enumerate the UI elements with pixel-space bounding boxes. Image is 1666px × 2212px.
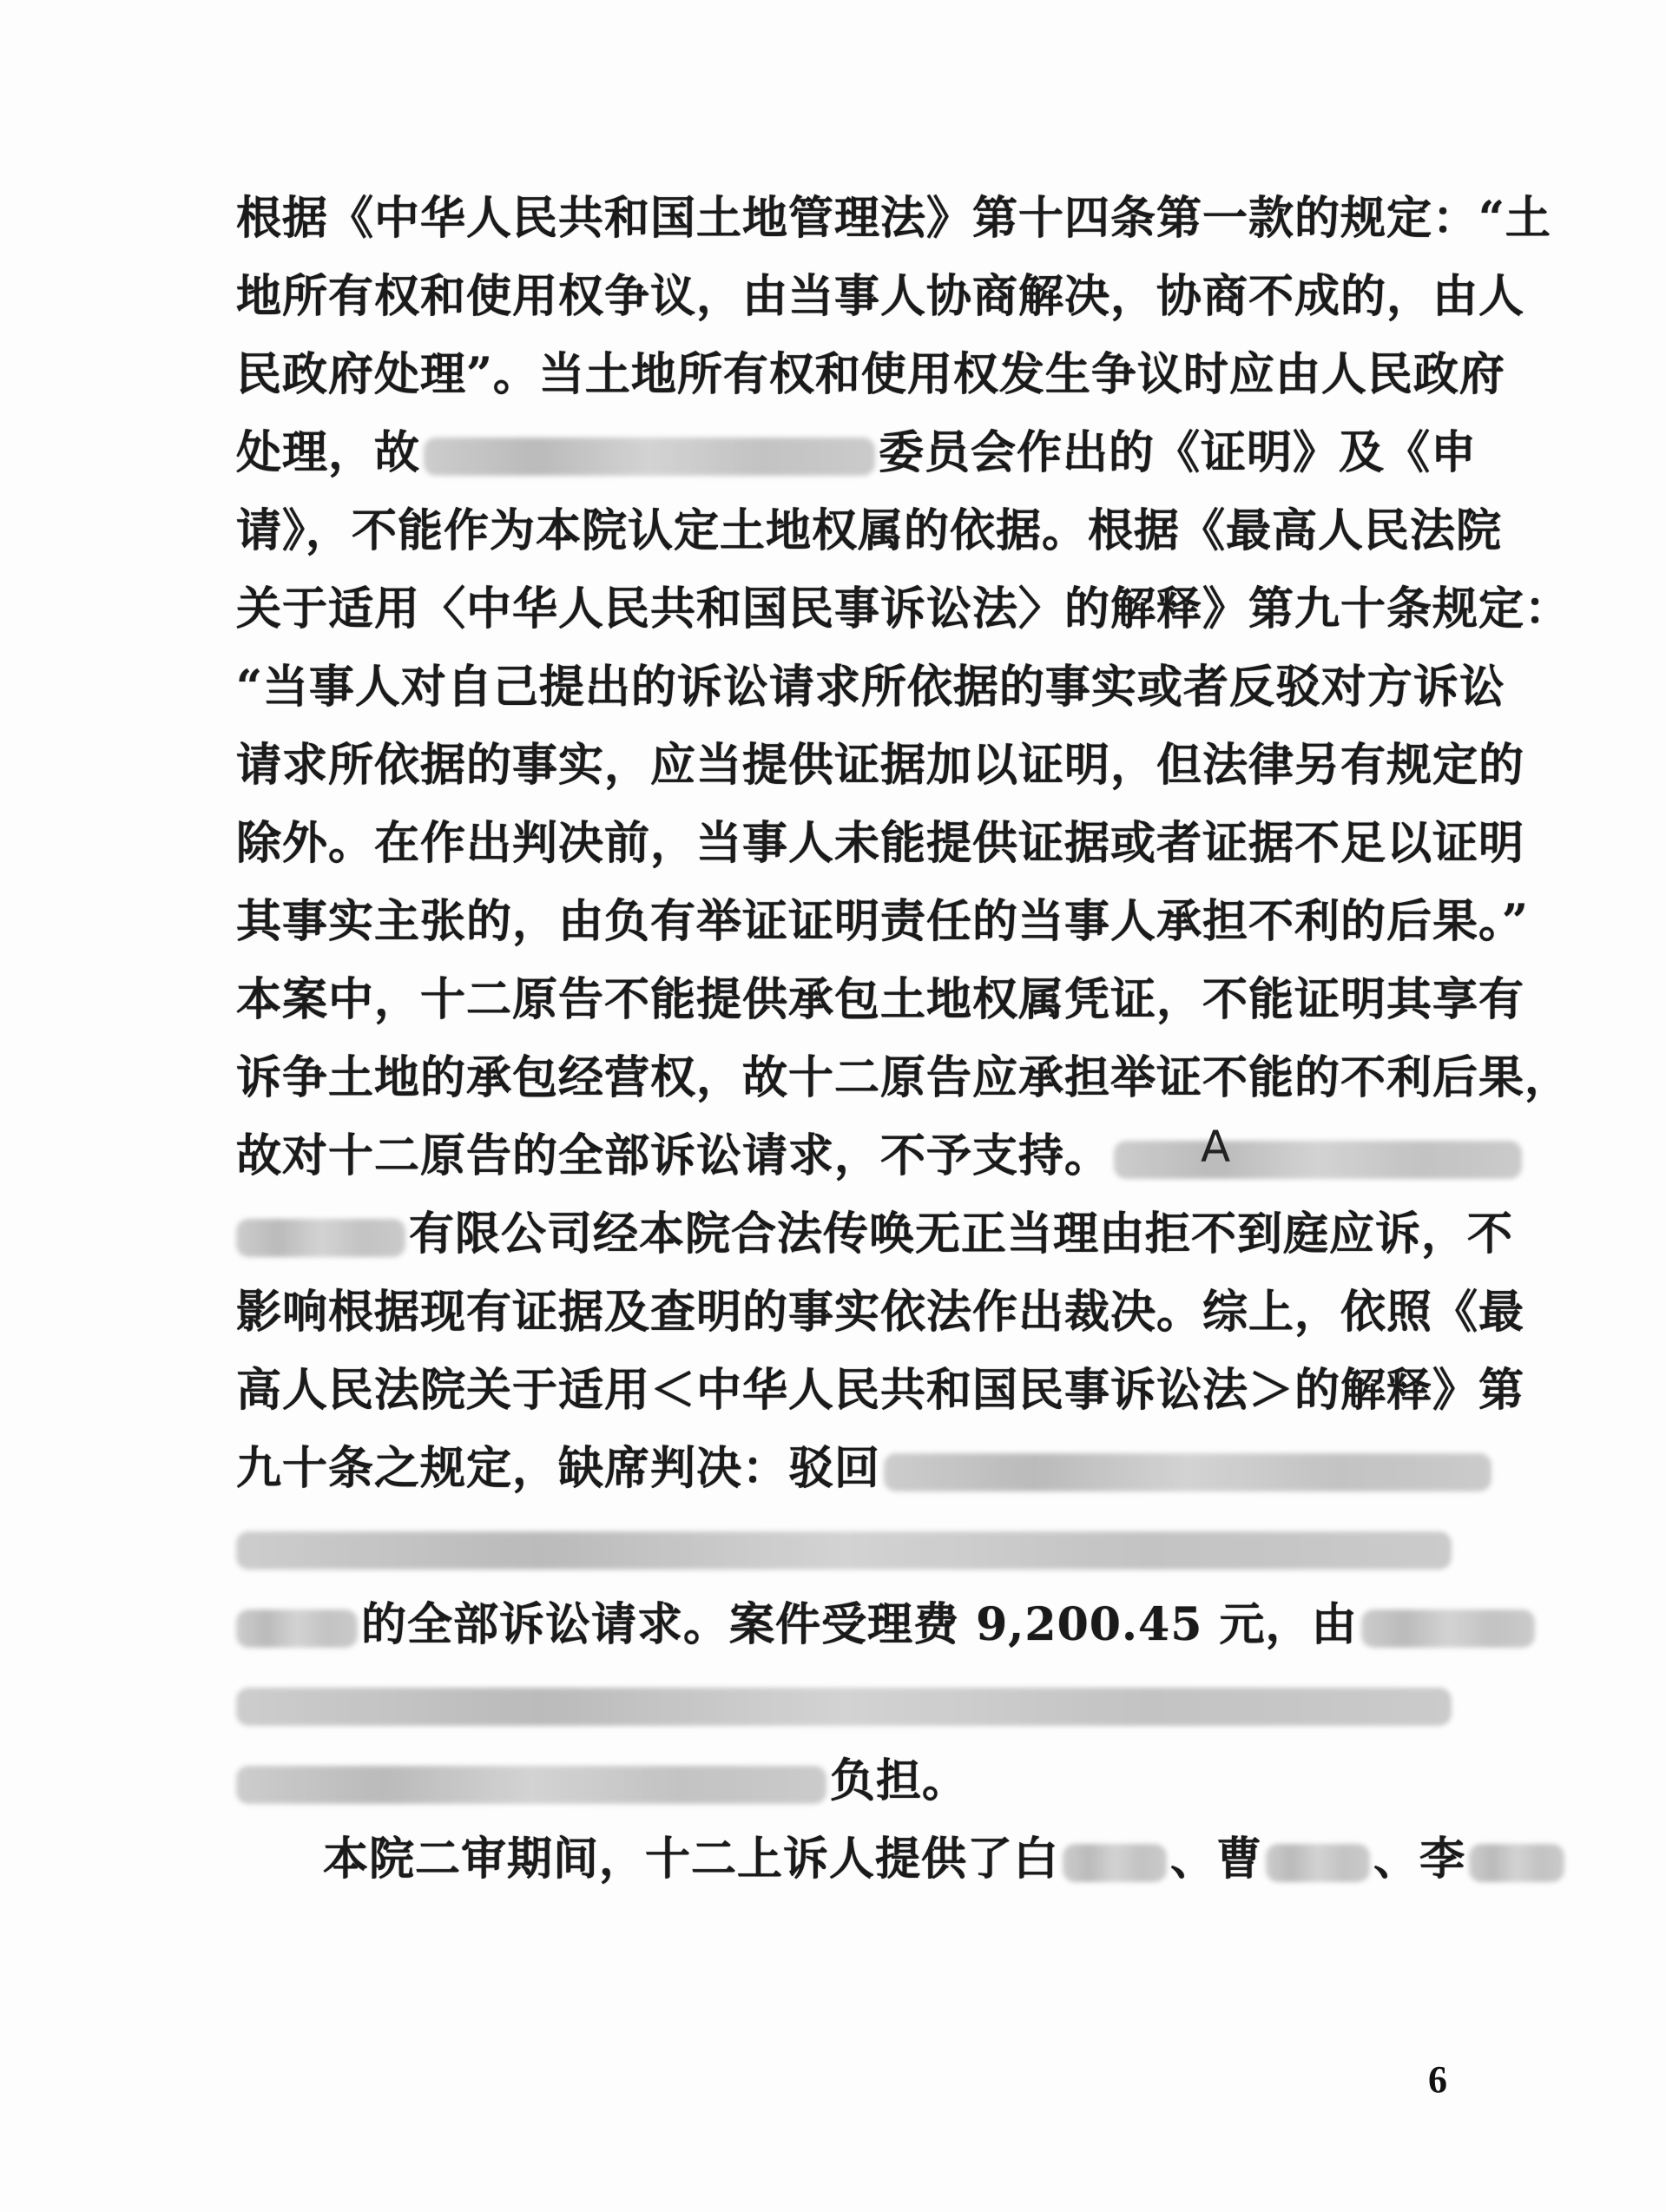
- body-line-text: 九十条之规定，缺席判决：驳回: [236, 1442, 881, 1495]
- redacted-names: [236, 1531, 1452, 1570]
- partial-char: 、: [1373, 1833, 1420, 1886]
- body-line-start: 处理，故: [236, 426, 421, 479]
- page-number: 6: [1428, 2058, 1447, 2101]
- body-line: “当事人对自己提出的诉讼请求所依据的事实或者反驳对方诉讼: [236, 661, 1505, 714]
- redacted-name: [1266, 1844, 1370, 1882]
- redacted-names: [1361, 1610, 1535, 1648]
- redacted-name: [236, 1219, 405, 1257]
- body-line: 根据《中华人民共和国土地管理法》第十四条第一款的规定：“土: [236, 192, 1551, 245]
- body-line: [236, 1751, 1469, 1812]
- redacted-name: [1063, 1844, 1167, 1882]
- body-line: [323, 1829, 1556, 1890]
- body-line: [236, 1204, 1514, 1265]
- partial-char: 、: [1170, 1833, 1217, 1886]
- body-line: [236, 423, 1478, 484]
- body-line: 地所有权和使用权争议，由当事人协商解决，协商不成的，由人: [236, 270, 1525, 323]
- body-line: 除外。在作出判决前，当事人未能提供证据或者证据不足以证明: [236, 817, 1525, 870]
- body-line: 关于适用〈中华人民共和国民事诉讼法〉的解释》第九十条规定：: [236, 583, 1571, 635]
- body-line: [236, 1673, 1469, 1734]
- body-line: 请求所依据的事实，应当提供证据加以证明，但法律另有规定的: [236, 739, 1525, 792]
- body-line-text: 负担。: [830, 1754, 969, 1807]
- redacted-name: [1114, 1141, 1522, 1179]
- body-line: [236, 1517, 1469, 1577]
- redacted-name: [424, 438, 875, 476]
- body-line: [236, 1595, 1469, 1656]
- redacted-name: [1469, 1844, 1564, 1882]
- body-line-text: 有限公司经本院合法传唤无正当理由拒不到庭应诉，不: [409, 1208, 1514, 1261]
- partial-char: 曹: [1216, 1833, 1263, 1886]
- body-line: 请》，不能作为本院认定土地权属的依据。根据《最高人民法院: [236, 504, 1503, 557]
- redacted-names: [236, 1688, 1452, 1726]
- body-line-text: 故对十二原告的全部诉讼请求，不予支持。: [236, 1129, 1111, 1182]
- redacted-name: [236, 1610, 358, 1648]
- body-line: 其事实主张的，由负有举证证明责任的当事人承担不利的后果。”: [236, 895, 1529, 948]
- overlay-letter: A: [1201, 1122, 1231, 1172]
- partial-char: 李: [1419, 1833, 1466, 1886]
- body-line: 影响根据现有证据及查明的事实依法作出裁决。综上，依照《最: [236, 1286, 1525, 1339]
- body-line-end: 委员会作出的《证明》及《申: [879, 426, 1478, 479]
- body-line-text: 的全部诉讼请求。案件受理费 9,200.45 元，由: [361, 1598, 1358, 1651]
- body-line: 诉争土地的承包经营权，故十二原告应承担举证不能的不利后果，: [236, 1051, 1571, 1104]
- redacted-names: [884, 1453, 1491, 1491]
- redacted-names: [236, 1766, 826, 1804]
- body-line: [236, 1126, 1469, 1187]
- body-line-text: 本院二审期间，十二上诉人提供了白: [323, 1833, 1060, 1886]
- body-line: 本案中，十二原告不能提供承包土地权属凭证，不能证明其享有: [236, 973, 1525, 1026]
- body-line: 高人民法院关于适用＜中华人民共和国民事诉讼法＞的解释》第: [236, 1364, 1525, 1417]
- body-line: [236, 1438, 1469, 1499]
- body-line: 民政府处理”。当土地所有权和使用权发生争议时应由人民政府: [236, 348, 1505, 401]
